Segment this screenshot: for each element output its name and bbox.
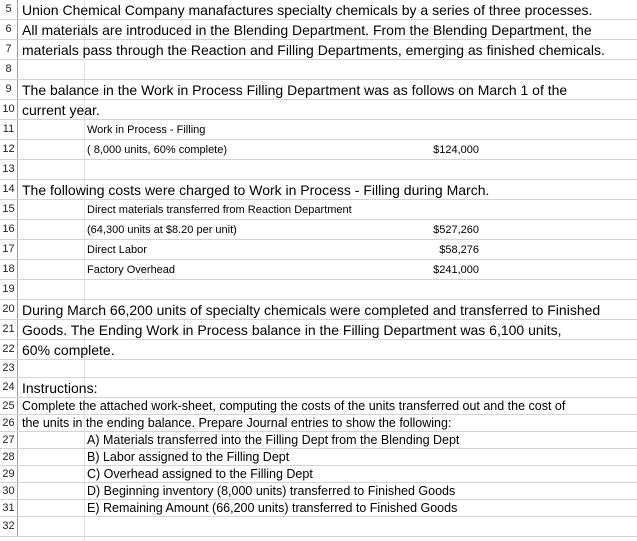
row-13[interactable] — [0, 160, 637, 180]
row-9[interactable] — [0, 80, 637, 100]
row-header[interactable]: 23 — [0, 360, 18, 377]
row-21[interactable] — [0, 320, 637, 340]
row-header[interactable]: 28 — [0, 449, 18, 465]
row-header[interactable]: 17 — [0, 240, 18, 259]
row-14[interactable] — [0, 180, 637, 200]
cell-text[interactable]: the units in the ending balance. Prepare Journal entries to show the following: — [22, 416, 452, 430]
cell-text[interactable]: current year. — [22, 101, 100, 118]
row-header[interactable]: 29 — [0, 466, 18, 482]
cell-text[interactable]: All materials are introduced in the Blending Department. From the Blending Department, the — [22, 21, 592, 38]
row-17[interactable] — [0, 240, 637, 260]
row-header[interactable]: 21 — [0, 320, 18, 339]
cell-label[interactable]: ( 8,000 units, 60% complete) — [87, 143, 228, 156]
row-32[interactable] — [0, 517, 637, 537]
row-20[interactable] — [0, 300, 637, 320]
cell-amount[interactable]: $527,260 — [433, 223, 479, 236]
row-header[interactable]: 10 — [0, 100, 18, 119]
row-30[interactable] — [0, 483, 637, 500]
row-7[interactable] — [0, 40, 637, 60]
cell-label[interactable]: Direct materials transferred from Reaction Department — [87, 203, 352, 216]
cell-text[interactable]: materials pass through the Reaction and Filling Departments, emerging as finished chemicals. — [22, 41, 605, 58]
row-header[interactable]: 31 — [0, 500, 18, 516]
row-header[interactable]: 27 — [0, 432, 18, 448]
cell-text[interactable]: The following costs were charged to Work in Process - Filling during March. — [22, 181, 490, 198]
row-10[interactable] — [0, 100, 637, 120]
cell-label[interactable]: Factory Overhead — [87, 263, 176, 276]
row-11[interactable] — [0, 120, 637, 140]
row-header[interactable]: 20 — [0, 300, 18, 319]
row-16[interactable] — [0, 220, 637, 240]
row-18[interactable] — [0, 260, 637, 280]
row-header[interactable]: 9 — [0, 80, 18, 99]
cell-label[interactable]: Work in Process - Filling — [87, 123, 206, 136]
row-header[interactable]: 22 — [0, 340, 18, 359]
cell-text[interactable]: During March 66,200 units of specialty chemicals were completed and transferred to Finished — [22, 301, 601, 318]
row-22[interactable] — [0, 340, 637, 360]
row-8[interactable] — [0, 60, 637, 80]
row-31[interactable] — [0, 500, 637, 517]
cell-amount[interactable]: $124,000 — [433, 143, 479, 156]
row-header[interactable]: 7 — [0, 40, 18, 59]
cell-text[interactable]: Goods. The Ending Work in Process balance in the Filling Department was 6,100 units, — [22, 321, 562, 338]
cell-label[interactable]: A) Materials transferred into the Filling Dept from the Blending Dept — [87, 433, 460, 447]
row-12[interactable] — [0, 140, 637, 160]
row-header[interactable]: 12 — [0, 140, 18, 159]
row-header[interactable]: 19 — [0, 280, 18, 299]
row-15[interactable] — [0, 200, 637, 220]
row-26[interactable] — [0, 415, 637, 432]
cell-text[interactable]: 60% complete. — [22, 341, 115, 358]
row-header[interactable]: 32 — [0, 517, 18, 536]
cell-label[interactable]: E) Remaining Amount (66,200 units) transferred to Finished Goods — [87, 501, 458, 515]
row-27[interactable] — [0, 432, 637, 449]
cell-label[interactable]: Direct Labor — [87, 243, 147, 256]
row-25[interactable] — [0, 398, 637, 415]
row-header[interactable]: 8 — [0, 60, 18, 79]
cell-amount[interactable]: $58,276 — [439, 243, 479, 256]
cell-label[interactable]: (64,300 units at $8.20 per unit) — [87, 223, 237, 236]
row-29[interactable] — [0, 466, 637, 483]
row-5[interactable] — [0, 0, 637, 20]
row-header[interactable]: 5 — [0, 0, 18, 19]
cell-text[interactable]: Instructions: — [22, 379, 98, 396]
row-19[interactable] — [0, 280, 637, 300]
cell-label[interactable]: B) Labor assigned to the Filling Dept — [87, 450, 290, 464]
row-28[interactable] — [0, 449, 637, 466]
row-header[interactable]: 6 — [0, 20, 18, 39]
cell-amount[interactable]: $241,000 — [433, 263, 479, 276]
row-header[interactable]: 14 — [0, 180, 18, 199]
row-header[interactable]: 26 — [0, 415, 18, 431]
cell-text[interactable]: The balance in the Work in Process Filling Department was as follows on March 1 of the — [22, 81, 568, 98]
row-24[interactable] — [0, 378, 637, 398]
row-header[interactable]: 16 — [0, 220, 18, 239]
row-header[interactable]: 25 — [0, 398, 18, 414]
row-header[interactable]: 24 — [0, 378, 18, 397]
row-6[interactable] — [0, 20, 637, 40]
row-header[interactable]: 15 — [0, 200, 18, 219]
cell-label[interactable]: D) Beginning inventory (8,000 units) transferred to Finished Goods — [87, 484, 456, 498]
cell-text[interactable]: Union Chemical Company manafactures specialty chemicals by a series of three processes. — [22, 1, 593, 18]
row-header[interactable]: 13 — [0, 160, 18, 179]
cell-text[interactable]: Complete the attached work-sheet, computing the costs of the units transferred out and the cost of — [22, 399, 566, 413]
row-header[interactable]: 11 — [0, 120, 18, 139]
row-header[interactable]: 18 — [0, 260, 18, 279]
row-header[interactable]: 30 — [0, 483, 18, 499]
cell-label[interactable]: C) Overhead assigned to the Filling Dept — [87, 467, 313, 481]
row-23[interactable] — [0, 360, 637, 378]
